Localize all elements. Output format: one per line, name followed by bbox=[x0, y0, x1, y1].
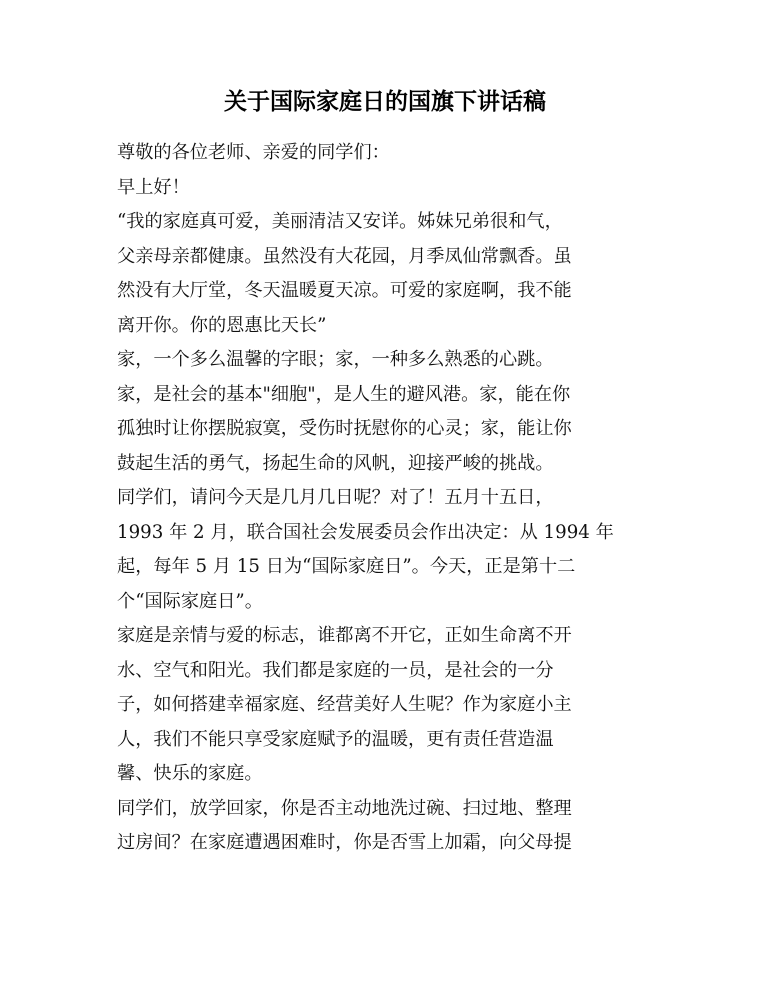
text-line: 鼓起生活的勇气，扬起生命的风帆，迎接严峻的挑战。 bbox=[117, 452, 554, 474]
text-line: 家庭是亲情与爱的标志，谁都离不开它，正如生命离不开 bbox=[117, 625, 572, 646]
text-line: 父亲母亲都健康。虽然没有大花园，月季凤仙常飘香。虽 bbox=[117, 245, 572, 267]
text-line: 然没有大厅堂，冬天温暖夏天凉。可爱的家庭啊，我不能 bbox=[117, 280, 572, 301]
text-line: 1993 年 2 月，联合国社会发展委员会作出决定：从 1994 年 bbox=[117, 521, 614, 543]
text-line: 离开你。你的恩惠比天长” bbox=[117, 314, 327, 336]
text-line: 个“国际家庭日”。 bbox=[117, 590, 263, 612]
text-line: 尊敬的各位老师、亲爱的同学们： bbox=[117, 142, 390, 163]
text-line: 人，我们不能只享受家庭赋予的温暖，更有责任营造温 bbox=[117, 728, 554, 750]
text-line: 子，如何搭建幸福家庭、经营美好人生呢？作为家庭小主 bbox=[117, 694, 572, 715]
text-line: 同学们，请问今天是几月几日呢？对了！五月十五日， bbox=[117, 487, 554, 508]
text-line: 同学们，放学回家，你是否主动地洗过碗、扫过地、整理 bbox=[117, 797, 572, 819]
text-line: “我的家庭真可爱，美丽清洁又安详。姊妹兄弟很和气， bbox=[117, 211, 563, 232]
text-line: 过房间？在家庭遭遇困难时，你是否雪上加霜，向父母提 bbox=[117, 832, 572, 853]
text-line: 家，一个多么温馨的字眼；家，一种多么熟悉的心跳。 bbox=[117, 349, 554, 370]
document-title: 关于国际家庭日的国旗下讲话稿 bbox=[224, 89, 546, 115]
text-line: 水、空气和阳光。我们都是家庭的一员，是社会的一分 bbox=[117, 659, 554, 681]
text-line: 孤独时让你摆脱寂寞，受伤时抚慰你的心灵；家，能让你 bbox=[117, 418, 572, 439]
document-body bbox=[117, 136, 657, 861]
text-line: 起，每年 5 月 15 日为“国际家庭日”。今天，正是第十二 bbox=[117, 556, 576, 577]
text-line: 家，是社会的基本"细胞"，是人生的避风港。家，能在你 bbox=[117, 383, 571, 405]
text-line: 馨、快乐的家庭。 bbox=[117, 763, 263, 784]
text-line: 早上好！ bbox=[117, 176, 190, 198]
